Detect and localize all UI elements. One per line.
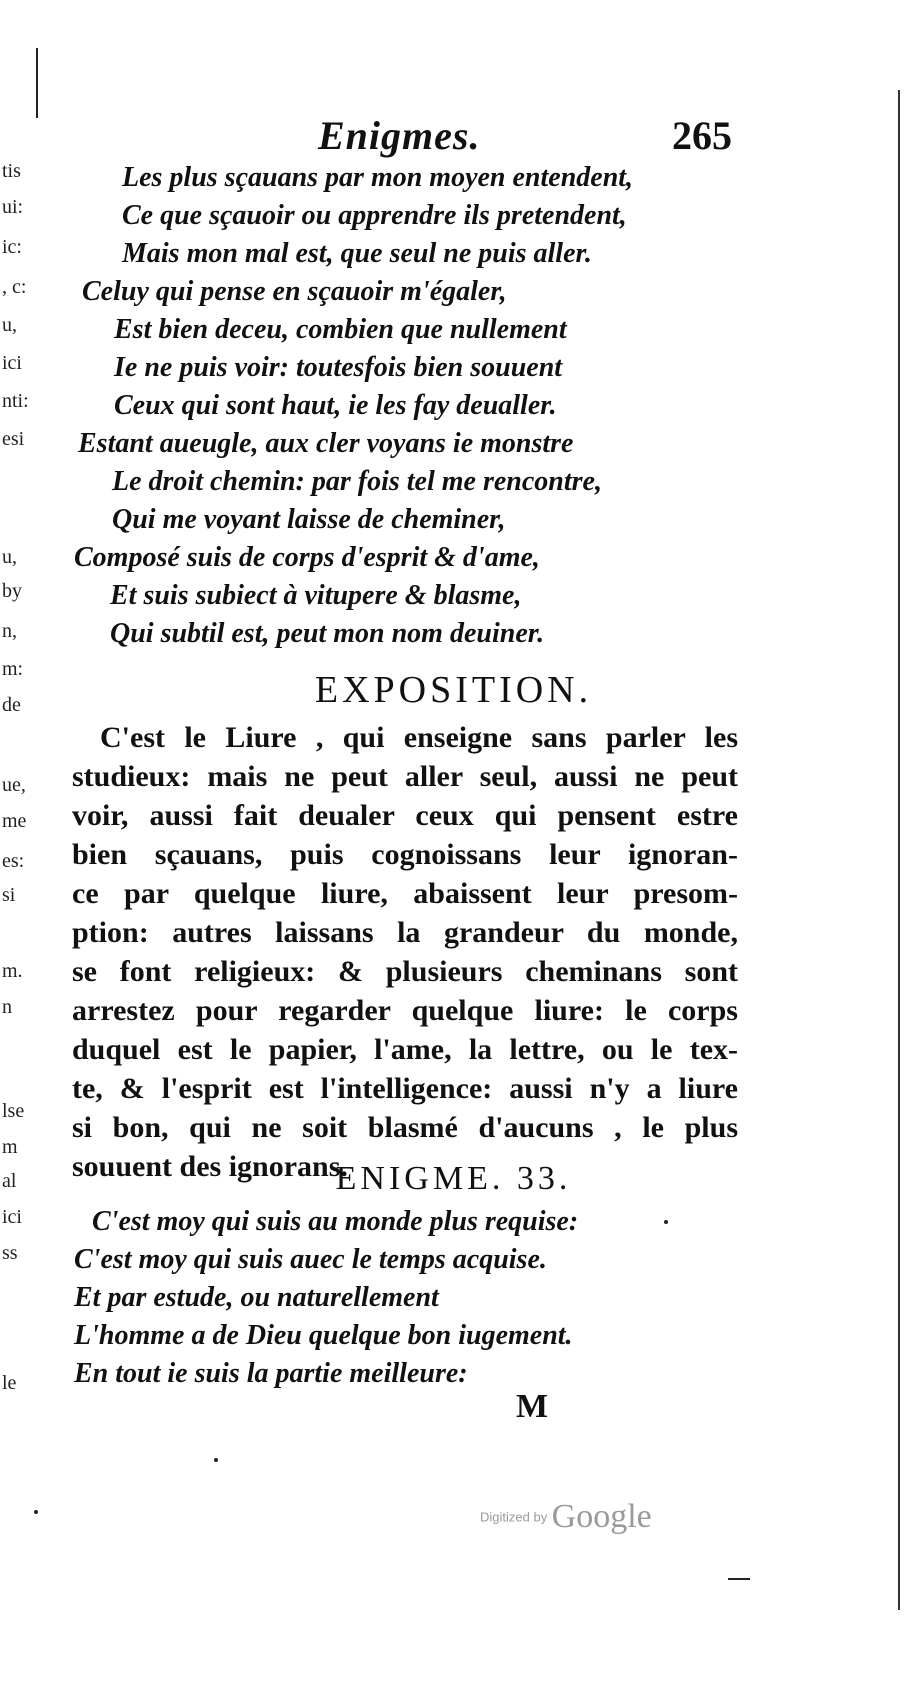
margin-fragment: ui:: [2, 196, 24, 218]
margin-fragment: m:: [2, 658, 24, 680]
exposition-line: souuent des ignorans.: [72, 1150, 348, 1183]
margin-fragment: es:: [2, 850, 25, 872]
bleed-through-margin: [0, 160, 40, 1560]
margin-fragment: esi: [2, 428, 25, 450]
verse-line: Composé suis de corps d'esprit & d'ame,: [74, 542, 540, 573]
verse-line: En tout ie suis la partie meilleure:: [74, 1358, 468, 1389]
digitized-watermark: [480, 1498, 652, 1536]
verse-line: Qui subtil est, peut mon nom deuiner.: [110, 618, 545, 649]
verse-line: Mais mon mal est, que seul ne puis aller.: [122, 238, 592, 269]
margin-fragment: al: [2, 1170, 17, 1192]
verse-line: Et suis subiect à vitupere & blasme,: [110, 580, 522, 611]
verse-line: Ie ne puis voir: toutesfois bien souuent: [114, 352, 563, 383]
margin-fragment: nti:: [2, 390, 29, 412]
margin-fragment: si: [2, 884, 16, 906]
verse-line: Estant aueugle, aux cler voyans ie monstre: [78, 428, 574, 459]
exposition-line: studieux: mais ne peut aller seul, aussi ne peut: [72, 760, 738, 793]
margin-fragment: ss: [2, 1242, 18, 1264]
verse-line: Ce que sçauoir ou apprendre ils pretendent,: [122, 200, 627, 231]
catchword: M: [516, 1388, 549, 1425]
exposition-text: [72, 718, 738, 1186]
verse-line: Les plus sçauans par mon moyen entendent,: [122, 162, 634, 193]
exposition-line: C'est le Liure , qui enseigne sans parler les: [100, 721, 738, 754]
exposition-line: te, & l'esprit est l'intelligence: aussi n'y a liure: [72, 1072, 738, 1105]
watermark-prefix: Digitized by: [480, 1509, 548, 1525]
margin-fragment: n: [2, 996, 12, 1018]
verse-line: C'est moy qui suis auec le temps acquise.: [74, 1244, 547, 1275]
margin-fragment: de: [2, 694, 21, 716]
margin-fragment: lse: [2, 1100, 25, 1122]
verse-line: C'est moy qui suis au monde plus requise:: [92, 1206, 579, 1237]
margin-fragment: ici: [2, 1206, 22, 1228]
exposition-line: si bon, qui ne soit blasmé d'aucuns , le plus: [72, 1111, 738, 1144]
bottom-dash-mark: [728, 1578, 750, 1580]
verse-line: Et par estude, ou naturellement: [74, 1282, 439, 1313]
enigme-33-heading: ENIGME. 33.: [335, 1160, 572, 1197]
ink-speck: [214, 1458, 218, 1462]
left-margin-rule: [36, 48, 38, 118]
margin-fragment: me: [2, 810, 27, 832]
margin-fragment: m.: [2, 960, 23, 982]
margin-fragment: le: [2, 1372, 17, 1394]
margin-fragment: tis: [2, 160, 21, 182]
exposition-heading: EXPOSITION.: [314, 669, 593, 711]
page-number: 265: [672, 113, 732, 158]
watermark-brand: Google: [551, 1498, 652, 1535]
margin-fragment: ue,: [2, 774, 26, 796]
margin-fragment: n,: [2, 620, 17, 642]
margin-fragment: m: [2, 1136, 18, 1158]
ink-speck: [664, 1220, 668, 1224]
exposition-line: se font religieux: & plusieurs cheminans sont: [72, 955, 738, 988]
running-header: [0, 112, 907, 162]
exposition-line: ption: autres laissans la grandeur du monde,: [72, 916, 738, 949]
margin-fragment: ic:: [2, 236, 22, 258]
ink-speck: [34, 1510, 38, 1514]
margin-fragment: ici: [2, 352, 22, 374]
verse-line: Ceux qui sont haut, ie les fay deualler.: [114, 390, 557, 421]
verse-line: L'homme a de Dieu quelque bon iugement.: [74, 1320, 573, 1351]
margin-fragment: by: [2, 580, 22, 602]
verse-line: Qui me voyant laisse de cheminer,: [112, 504, 506, 535]
margin-fragment: u,: [2, 546, 17, 568]
margin-fragment: u,: [2, 314, 17, 336]
running-title: Enigmes.: [318, 113, 481, 158]
exposition-line: duquel est le papier, l'ame, la lettre, ou le tex-: [72, 1033, 738, 1066]
verse-line: Le droit chemin: par fois tel me rencontre,: [112, 466, 602, 497]
verse-line: Celuy qui pense en sçauoir m'égaler,: [82, 276, 507, 307]
verse-line: Est bien deceu, combien que nullement: [114, 314, 567, 345]
exposition-line: arrestez pour regarder quelque liure: le corps: [72, 994, 738, 1027]
margin-fragment: , c:: [2, 276, 27, 298]
exposition-line: ce par quelque liure, abaissent leur presom-: [72, 877, 738, 910]
right-gutter-rule: [898, 90, 900, 1610]
exposition-line: voir, aussi fait deualer ceux qui pensent estre: [72, 799, 738, 832]
exposition-line: bien sçauans, puis cognoissans leur ignoran-: [72, 838, 738, 871]
